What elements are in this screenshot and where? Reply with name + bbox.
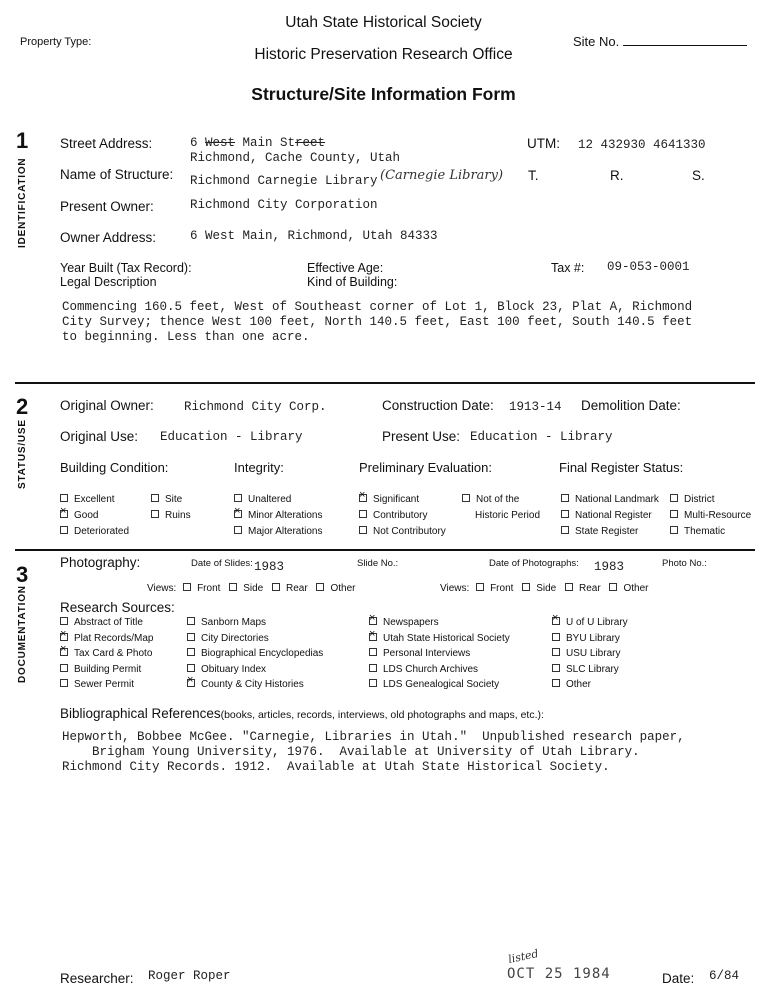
site-no-line (623, 35, 747, 46)
checkbox-box (462, 494, 470, 502)
checkbox-label: BYU Library (566, 633, 620, 644)
org-name: Utah State Historical Society (285, 14, 482, 31)
views-right (440, 583, 648, 594)
checkbox-label: City Directories (201, 633, 269, 644)
checkbox-box-checked (187, 679, 195, 687)
street-part-c: Main St (235, 136, 296, 150)
section-1-number: 1 (16, 128, 29, 153)
checkbox-box-checked (369, 633, 377, 641)
checkbox-box (670, 510, 678, 518)
checkbox-state-register[interactable] (561, 526, 638, 537)
checkbox-label: Personal Interviews (383, 648, 471, 659)
checkbox-box[interactable] (229, 583, 237, 591)
owner-address-label: Owner Address: (60, 230, 157, 245)
checkbox-box (60, 679, 68, 687)
checkbox-lds-genealogical[interactable] (369, 679, 499, 690)
date-photos-value: 1983 (594, 560, 625, 574)
checkbox-minor-alterations[interactable] (234, 510, 322, 521)
utm-label: UTM: (527, 136, 560, 151)
checkbox-label: Thematic (684, 526, 726, 537)
view-other: Other (330, 583, 356, 594)
tax-value: 09-053-0001 (607, 260, 690, 274)
checkbox-label: National Register (575, 510, 652, 521)
checkbox-label: Site (165, 494, 183, 505)
checkbox-box[interactable] (522, 583, 530, 591)
checkbox-label: Multi-Resource (684, 510, 752, 521)
s-label: S. (692, 168, 705, 183)
checkbox-box (60, 617, 68, 625)
checkbox-box (151, 494, 159, 502)
checkbox-box (670, 526, 678, 534)
biblio-line: Brigham Young University, 1976. Available at University of Utah Library. (62, 745, 640, 759)
checkbox-box (561, 494, 569, 502)
date-label: Date: (662, 971, 695, 986)
street-label: Street Address: (60, 136, 153, 151)
checkbox-not-of-the[interactable] (462, 494, 519, 505)
construction-label: Construction Date: (382, 398, 494, 413)
checkbox-box (369, 664, 377, 672)
checkbox-box (552, 633, 560, 641)
owner-label: Present Owner: (60, 199, 154, 214)
orig-owner-value: Richmond City Corp. (184, 400, 327, 414)
checkbox-label: Sewer Permit (74, 679, 135, 690)
view-rear: Rear (578, 583, 601, 594)
legal-line: City Survey; thence West 100 feet, North 140.5 feet, East 100 feet, South 140.5 feet (62, 315, 693, 329)
street-part-d: reet (295, 136, 326, 150)
checkbox-label: USU Library (566, 648, 621, 659)
checkbox-box (552, 679, 560, 687)
checkbox-not-contributory[interactable] (359, 526, 446, 537)
checkbox-box (187, 633, 195, 641)
checkbox-national-landmark[interactable] (561, 494, 659, 505)
checkbox-box (187, 617, 195, 625)
checkbox-label: Deteriorated (74, 526, 130, 537)
checkbox-ushs[interactable] (369, 633, 510, 644)
checkbox-box-checked (359, 494, 367, 502)
checkbox-box[interactable] (316, 583, 324, 591)
integrity-label: Integrity: (234, 460, 284, 475)
view-side: Side (243, 583, 264, 594)
checkbox-label: Excellent (74, 494, 115, 505)
view-other: Other (623, 583, 649, 594)
checkbox-tax-card[interactable] (60, 648, 152, 659)
construction-value: 1913-14 (509, 400, 562, 414)
site-no-label: Site No. (573, 34, 620, 49)
checkbox-label: Not of the (476, 494, 520, 505)
t-label: T. (528, 168, 539, 183)
checkbox-box (187, 664, 195, 672)
checkbox-thematic[interactable] (670, 526, 725, 537)
legal-label: Legal Description (60, 275, 157, 289)
checkbox-label: Significant (373, 494, 420, 505)
utm-value: 12 432930 4641330 (578, 138, 706, 152)
slide-no-label: Slide No.: (357, 558, 399, 569)
street-value-line2: Richmond, Cache County, Utah (190, 151, 401, 165)
checkbox-label: Good (74, 510, 99, 521)
checkbox-label: County & City Histories (201, 679, 304, 690)
checkbox-plat-records[interactable] (60, 633, 153, 644)
form-title: Structure/Site Information Form (251, 84, 516, 104)
checkbox-label: Abstract of Title (74, 617, 143, 628)
checkbox-newspapers[interactable] (369, 617, 439, 628)
checkbox-other[interactable] (552, 679, 591, 690)
legal-line: Commencing 160.5 feet, West of Southeast corner of Lot 1, Block 23, Plat A, Richmond (62, 300, 693, 314)
checkbox-box (552, 664, 560, 672)
checkbox-box[interactable] (183, 583, 191, 591)
checkbox-significant[interactable] (359, 494, 419, 505)
checkbox-national-register[interactable] (561, 510, 652, 521)
views-label: Views: (440, 583, 470, 594)
checkbox-label: Not Contributory (373, 526, 446, 537)
orig-use-value: Education - Library (160, 430, 303, 444)
checkbox-site[interactable] (151, 494, 182, 505)
checkbox-usu-library[interactable] (552, 648, 620, 659)
received-stamp: OCT 25 1984 (507, 966, 611, 982)
view-front: Front (197, 583, 221, 594)
checkbox-box (561, 510, 569, 518)
views-label: Views: (147, 583, 177, 594)
date-slides-value: 1983 (254, 560, 285, 574)
checkbox-county-city-histories[interactable] (187, 679, 304, 690)
checkbox-label: Minor Alterations (248, 510, 323, 521)
checkbox-label: Plat Records/Map (74, 633, 154, 644)
checkbox-building-permit[interactable] (60, 664, 141, 675)
view-side: Side (536, 583, 557, 594)
checkbox-box (369, 679, 377, 687)
checkbox-label: Biographical Encyclopedias (201, 648, 324, 659)
checkbox-box (369, 648, 377, 656)
checkbox-slc-library[interactable] (552, 664, 619, 675)
structure-label: Name of Structure: (60, 167, 174, 182)
checkbox-label: U of U Library (566, 617, 628, 628)
checkbox-label: Major Alterations (248, 526, 323, 537)
checkbox-box[interactable] (272, 583, 280, 591)
checkbox-biographical[interactable] (187, 648, 323, 659)
checkbox-box (60, 526, 68, 534)
research-sources-label: Research Sources: (60, 600, 175, 615)
kind-label: Kind of Building: (307, 275, 398, 289)
checkbox-sanborn-maps[interactable] (187, 617, 266, 628)
checkbox-label: Utah State Historical Society (383, 633, 510, 644)
checkbox-label: State Register (575, 526, 639, 537)
owner-address-value: 6 West Main, Richmond, Utah 84333 (190, 229, 438, 243)
condition-label: Building Condition: (60, 460, 169, 475)
checkbox-ruins[interactable] (151, 510, 191, 521)
checkbox-box-checked (369, 617, 377, 625)
view-front: Front (490, 583, 514, 594)
checkbox-box-checked (60, 648, 68, 656)
checkbox-box (151, 510, 159, 518)
checkbox-unaltered[interactable] (234, 494, 291, 505)
present-use-label: Present Use: (382, 429, 461, 444)
checkbox-box (187, 648, 195, 656)
checkbox-label: Unaltered (248, 494, 292, 505)
checkbox-byu-library[interactable] (552, 633, 620, 644)
researcher-label: Researcher: (60, 971, 134, 986)
checkbox-major-alterations[interactable] (234, 526, 322, 537)
checkbox-box-checked (234, 510, 242, 518)
final-status-label: Final Register Status: (559, 460, 684, 475)
checkbox-abstract-of-title[interactable] (60, 617, 143, 628)
checkbox-contributory[interactable] (359, 510, 427, 521)
views-left (147, 583, 355, 594)
owner-value: Richmond City Corporation (190, 198, 378, 212)
checkbox-label: Sanborn Maps (201, 617, 267, 628)
checkbox-label: Tax Card & Photo (74, 648, 153, 659)
structure-value: Richmond Carnegie Library (190, 174, 378, 188)
checkbox-box (561, 526, 569, 534)
checkbox-u-of-u-library[interactable] (552, 617, 628, 628)
checkbox-box[interactable] (565, 583, 573, 591)
orig-use-label: Original Use: (60, 429, 139, 444)
view-rear: Rear (285, 583, 308, 594)
date-slides-label: Date of Slides: (191, 558, 253, 569)
section-2-number: 2 (16, 394, 29, 419)
checkbox-box (60, 664, 68, 672)
checkbox-label: Building Permit (74, 664, 142, 675)
year-built-label: Year Built (Tax Record): (60, 261, 192, 275)
checkbox-label: Obituary Index (201, 664, 267, 675)
structure-handwritten: (Carnegie Library) (380, 168, 504, 183)
effective-age-label: Effective Age: (307, 261, 384, 275)
site-no-field (573, 34, 747, 49)
checkbox-label: Other (566, 679, 592, 690)
date-value: 6/84 (709, 969, 740, 983)
checkbox-box[interactable] (609, 583, 617, 591)
section-divider (15, 382, 755, 384)
street-part-a: 6 (190, 136, 206, 150)
prelim-label: Preliminary Evaluation: (359, 460, 492, 475)
biblio-line: Hepworth, Bobbee McGee. "Carnegie, Libraries in Utah." Unpublished research paper, (62, 730, 685, 744)
checkbox-district[interactable] (670, 494, 715, 505)
checkbox-box-checked (60, 510, 68, 518)
historic-period-label: Historic Period (475, 510, 541, 521)
demolition-label: Demolition Date: (581, 398, 681, 413)
photography-label: Photography: (60, 555, 141, 570)
biblio-line: Richmond City Records. 1912. Available at Utah State Historical Society. (62, 760, 610, 774)
checkbox-label: LDS Church Archives (383, 664, 479, 675)
street-value (190, 136, 325, 150)
tax-label: Tax #: (551, 261, 585, 275)
property-type-label: Property Type: (20, 36, 92, 48)
checkbox-label: District (684, 494, 715, 505)
checkbox-box[interactable] (476, 583, 484, 591)
checkbox-box (359, 526, 367, 534)
checkbox-excellent[interactable] (60, 494, 115, 505)
checkbox-obituary-index[interactable] (187, 664, 266, 675)
office-name: Historic Preservation Research Office (254, 46, 513, 63)
checkbox-label: Contributory (373, 510, 428, 521)
checkbox-box (359, 510, 367, 518)
checkbox-box (60, 494, 68, 502)
section-3-side-label: DOCUMENTATION (17, 585, 28, 683)
checkbox-label: SLC Library (566, 664, 619, 675)
section-3-number: 3 (16, 562, 29, 587)
r-label: R. (610, 168, 624, 183)
section-2-side-label: STATUS/USE (17, 419, 28, 489)
listed-handwritten: listed (506, 946, 540, 967)
checkbox-box-checked (552, 617, 560, 625)
checkbox-deteriorated[interactable] (60, 526, 129, 537)
checkbox-box (670, 494, 678, 502)
checkbox-good[interactable] (60, 510, 98, 521)
checkbox-label: LDS Genealogical Society (383, 679, 500, 690)
checkbox-box (552, 648, 560, 656)
checkbox-box (234, 494, 242, 502)
present-use-value: Education - Library (470, 430, 613, 444)
checkbox-label: Newspapers (383, 617, 439, 628)
biblio-label: Bibliographical References (60, 706, 221, 721)
date-photos-label: Date of Photographs: (489, 558, 579, 569)
section-divider (15, 549, 755, 551)
street-part-b: West (205, 136, 236, 150)
checkbox-label: Ruins (165, 510, 191, 521)
legal-line: to beginning. Less than one acre. (62, 330, 310, 344)
checkbox-multi-resource[interactable] (670, 510, 751, 521)
checkbox-city-directories[interactable] (187, 633, 269, 644)
biblio-note: (books, articles, records, interviews, old photographs and maps, etc.): (220, 709, 544, 721)
researcher-value: Roger Roper (148, 969, 231, 983)
biblio-heading (60, 705, 544, 723)
checkbox-label: National Landmark (575, 494, 659, 505)
checkbox-box-checked (60, 633, 68, 641)
checkbox-sewer-permit[interactable] (60, 679, 134, 690)
checkbox-lds-archives[interactable] (369, 664, 478, 675)
checkbox-box (234, 526, 242, 534)
section-1-side-label: IDENTIFICATION (17, 157, 28, 248)
photo-no-label: Photo No.: (662, 558, 707, 569)
orig-owner-label: Original Owner: (60, 398, 154, 413)
checkbox-personal-interviews[interactable] (369, 648, 470, 659)
